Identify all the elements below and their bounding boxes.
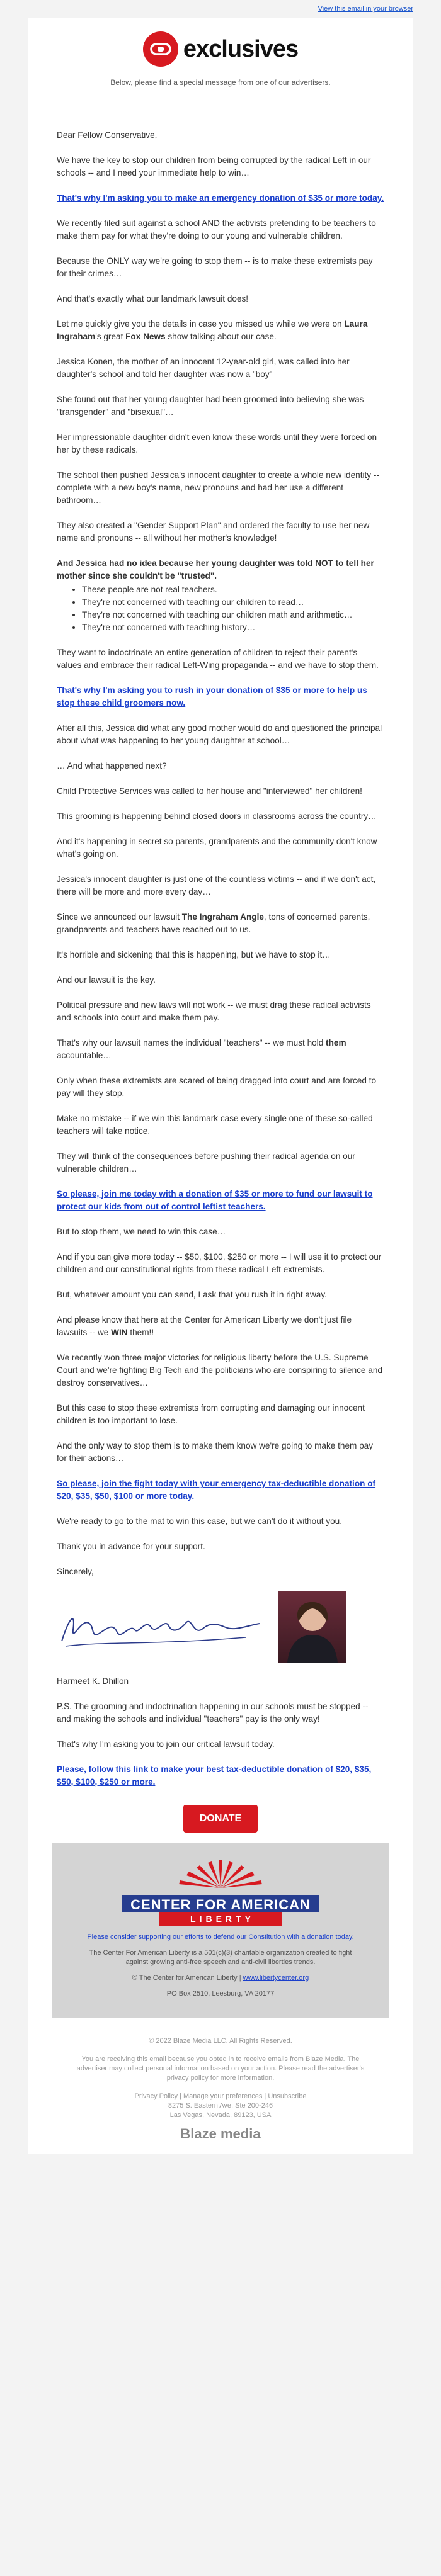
- paragraph: Jessica's innocent daughter is just one of the countless victims -- and if we don't act, there will be more and more every day…: [57, 874, 376, 896]
- author-photo: [278, 1591, 346, 1663]
- support-link[interactable]: Please consider supporting our efforts to defend our Constitution with a donation today.: [87, 1933, 354, 1941]
- paragraph: And it's happening in secret so parents, grandparents and the community don't know what's going on.: [57, 837, 377, 859]
- privacy-link[interactable]: Privacy Policy: [134, 2093, 178, 2100]
- paragraph: … And what happened next?: [57, 761, 167, 771]
- donate-link-3[interactable]: So please, join me today with a donation of $35 or more to fund our lawsuit to protect our kids from out of control leftist teachers.: [57, 1189, 373, 1211]
- email-header: [28, 18, 413, 111]
- list-item: • These people are not real teachers.: [82, 584, 384, 596]
- paragraph: They also created a "Gender Support Plan" and ordered the faculty to use her new name and pronouns -- all without her mother's knowledge!: [57, 521, 370, 543]
- paragraph: They want to indoctrinate an entire generation of children to reject their parent's values and embrace their radical Left-Wing propaganda -- and we have to stop them.: [57, 648, 379, 670]
- donate-link-2[interactable]: That's why I'm asking you to rush in your donation of $35 or more to help us stop these child groomers now.: [57, 686, 367, 708]
- brand-logo: [28, 18, 413, 67]
- signature-name: Harmeet K. Dhillon: [57, 1676, 129, 1686]
- paragraph: But this case to stop these extremists from corrupting and damaging our innocent children is too important to lose.: [57, 1403, 365, 1425]
- cal-copyright: © The Center for American Liberty | www.libertycenter.org: [132, 1974, 309, 1982]
- cal-about: The Center For American Liberty is a 501(c)(3) charitable organization created to fight against growing anti-free speech and anti-civil liberties trends.: [89, 1949, 352, 1966]
- paragraph: Only when these extremists are scared of being dragged into court and are forced to pay will they stop.: [57, 1076, 377, 1098]
- paragraph: Jessica Konen, the mother of an innocent 12-year-old girl, was called into her daughter's school and told her daughter was now a "boy": [57, 357, 350, 379]
- signature-image: [57, 1605, 265, 1655]
- paragraph: And please know that here at the Center for American Liberty we don't just file lawsuits -- we WIN them!!: [57, 1315, 352, 1337]
- paragraph: Thank you in advance for your support.: [57, 1542, 205, 1551]
- cal-address: PO Box 2510, Leesburg, VA 20177: [166, 1990, 275, 1997]
- blaze-media-logo: Blaze media: [180, 2126, 261, 2142]
- signature-block: [57, 1591, 384, 1666]
- list-item: • They're not concerned with teaching history…: [82, 621, 384, 634]
- paragraph: Sincerely,: [57, 1567, 94, 1576]
- header-subline: Below, please find a special message from one of our advertisers.: [110, 78, 331, 87]
- paragraph: Let me quickly give you the details in case you missed us while we were on Laura Ingraham's great Fox News show talking about our case.: [57, 319, 368, 341]
- paragraph: We have the key to stop our children from being corrupted by the radical Left in our schools -- and I need your immediate help to win…: [57, 155, 371, 178]
- paragraph: We're ready to go to the mat to win this case, but we can't do it without you.: [57, 1517, 343, 1526]
- list-item: • They're not concerned with teaching our children math and arithmetic…: [82, 609, 384, 621]
- paragraph: They will think of the consequences before pushing their radical agenda on our vulnerable children…: [57, 1151, 355, 1173]
- footer-notice: You are receiving this email because you opted in to receive emails from Blaze Media. The advertiser may collect personal information based on your action. Please read the advertiser's privacy policy for more information.: [76, 2055, 365, 2082]
- footer-copyright: © 2022 Blaze Media LLC. All Rights Reserved.: [149, 2037, 292, 2045]
- paragraph-bold: And Jessica had no idea because her young daughter was told NOT to tell her mother since she couldn't be "trusted".: [57, 558, 374, 580]
- paragraph: We recently filed suit against a school AND the activists pretending to be teachers to make them pay for what they're doing to our young and vulnerable children.: [57, 218, 376, 240]
- cal-name: CENTER FOR AMERICAN: [122, 1895, 319, 1912]
- paragraph: Make no mistake -- if we win this landmark case every single one of these so-called teachers will take notice.: [57, 1114, 373, 1136]
- bullet-list: [57, 584, 384, 634]
- paragraph: That's why I'm asking you to join our critical lawsuit today.: [57, 1739, 275, 1749]
- paragraph: Because the ONLY way we're going to stop them -- is to make these extremists pay for their crimes…: [57, 256, 373, 278]
- paragraph: This grooming is happening behind closed doors in classrooms across the country…: [57, 811, 377, 821]
- sunburst-icon: [158, 1858, 284, 1889]
- paragraph: And that's exactly what our landmark lawsuit does!: [57, 294, 249, 303]
- footer-address: 8275 S. Eastern Ave, Ste 200-246 Las Vegas, Nevada, 89123, USA: [168, 2102, 273, 2119]
- manage-preferences-link[interactable]: Manage your preferences: [183, 2093, 263, 2100]
- paragraph: Since we announced our lawsuit The Ingraham Angle, tons of concerned parents, grandparents and teachers have reached out to us.: [57, 912, 370, 934]
- greeting: Dear Fellow Conservative,: [57, 130, 158, 140]
- paragraph: But to stop them, we need to win this case…: [57, 1227, 226, 1236]
- paragraph: After all this, Jessica did what any good mother would do and questioned the principal about what was happening to her young daughter at school…: [57, 723, 382, 745]
- paragraph: And if you can give more today -- $50, $100, $250 or more -- I will use it to protect our children and our constitutional rights from these radical Left extremists.: [57, 1252, 382, 1274]
- donate-link-4[interactable]: So please, join the fight today with your emergency tax-deductible donation of $20, $35, $50, $100 or more today.: [57, 1479, 376, 1501]
- unsubscribe-link[interactable]: Unsubscribe: [268, 2093, 307, 2100]
- paragraph: And the only way to stop them is to make them know we're going to make them pay for their actions…: [57, 1441, 374, 1463]
- footer-links: Privacy Policy | Manage your preferences | Unsubscribe: [134, 2093, 307, 2100]
- paragraph: She found out that her young daughter had been groomed into believing she was "transgender" and "bisexual"…: [57, 395, 364, 417]
- email-footer: [28, 2018, 413, 2154]
- cal-liberty: LIBERTY: [159, 1912, 282, 1926]
- postscript: P.S. The grooming and indoctrination happening in our schools must be stopped -- and making the schools and individual "teachers" pay is the only way!: [57, 1702, 369, 1724]
- paragraph: Political pressure and new laws will not work -- we must drag these radical activists and schools into court and make them pay.: [57, 1000, 371, 1022]
- letter-body: [28, 111, 413, 1843]
- blaze-badge-icon: [143, 31, 178, 67]
- paragraph: It's horrible and sickening that this is happening, but we have to stop it…: [57, 950, 331, 959]
- paragraph: The school then pushed Jessica's innocent daughter to create a whole new identity -- complete with a new boy's name, new pronouns and had her use a different bathroom…: [57, 470, 379, 505]
- list-item: • They're not concerned with teaching our children to read…: [82, 596, 384, 609]
- paragraph: We recently won three major victories for religious liberty before the U.S. Supreme Court and we're fighting Big Tech and the politicians who are conspiring to silence and destroy conservatives…: [57, 1353, 382, 1387]
- donate-link-5[interactable]: Please, follow this link to make your best tax-deductible donation of $20, $35, $50, $100, $250 or more.: [57, 1765, 372, 1787]
- donate-button[interactable]: DONATE: [183, 1805, 258, 1833]
- view-in-browser-link[interactable]: View this email in your browser: [318, 5, 413, 13]
- brand-name: exclusives: [183, 35, 299, 62]
- topbar: [0, 0, 441, 18]
- paragraph: That's why our lawsuit names the individual "teachers" -- we must hold them accountable…: [57, 1038, 346, 1060]
- paragraph: But, whatever amount you can send, I ask that you rush it in right away.: [57, 1290, 327, 1299]
- paragraph: And our lawsuit is the key.: [57, 975, 156, 985]
- paragraph: Her impressionable daughter didn't even know these words until they were forced on her by these radicals.: [57, 432, 377, 455]
- email-card: [28, 18, 413, 2154]
- cal-block: [52, 1843, 389, 2018]
- paragraph: Child Protective Services was called to her house and "interviewed" her children!: [57, 786, 362, 796]
- libertycenter-link[interactable]: www.libertycenter.org: [243, 1974, 309, 1982]
- donate-link-1[interactable]: That's why I'm asking you to make an emergency donation of $35 or more today.: [57, 193, 384, 203]
